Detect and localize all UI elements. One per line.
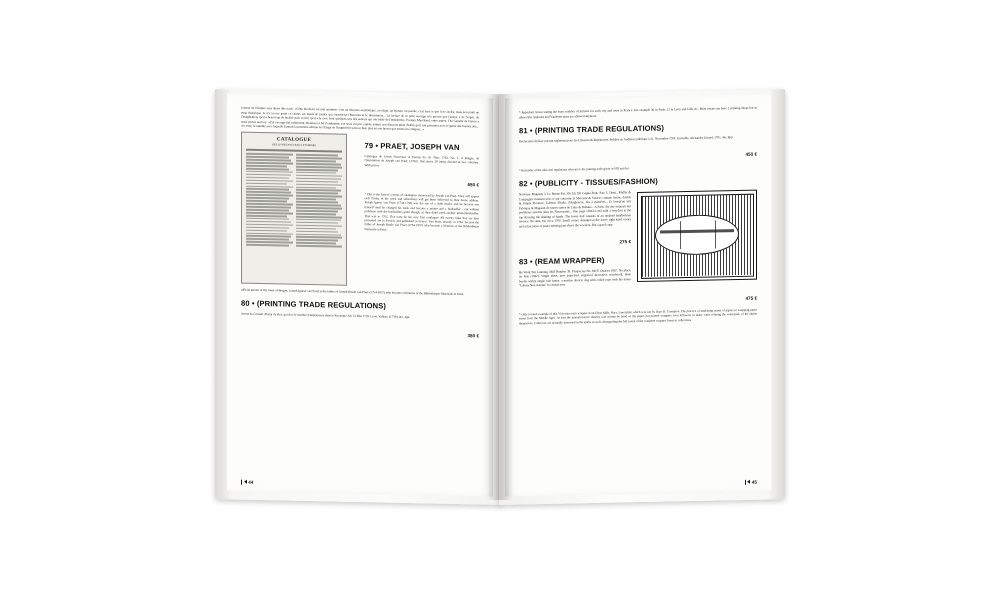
catalogue-columns <box>242 153 346 249</box>
folio-right-number: 45 <box>751 479 757 485</box>
entry-price-83: 475 € <box>745 295 757 301</box>
entry-description-81: Déclaration du Roy portant réglement pour les Libraires & Imprimeurs. Publiée en Audience publique à 21. Novembre 1700. Grenoble, Alexandre Giroud, 1701, 4to, 8pp. <box>519 135 734 144</box>
entry-description-83: By Work Not Cunning. Mill Number 39. Prospectus No. 8415! Quarter 1867. No place, no date (1867). Single sheet, now paperised, engraved decorative woodwork, linen border within single rule frame, a mortise device/ dog with coiled rope with the motto "Labore Non Astutia" in central area. <box>519 267 631 288</box>
entry-caption-tail-79: official printer of the town of Bruges, Joseph Igneur van Praet is the father of Joseph Basile van Praet (1754-1837) who became a librarian at the Bibliothèque Nationale in Paris. <box>241 287 464 296</box>
page-marker-right-arrow-icon <box>747 480 750 484</box>
left-entry-79 <box>241 131 479 292</box>
left-text-column <box>365 134 480 292</box>
page-marker-left-arrow-icon <box>244 480 247 484</box>
entry-description-82: Nouveau Magasin, à La Bonne-Foi, Où Un Dit Gagne-Petit, Part 5, Desti., Muller & Compagnie tiennent tout ce qui concerne la Mercerie & Soierie, comme Satins, double & simple Florence, Taffetas d'Italie, d'Angleterre, des à manières... Et lorsqu'on suit Fabrique & Magasin de toutes sortes de Cuirs & Rubans... A Paris. By one toujours des premières assortis dans les Nouveautés... One page 118x24 cm) with a woodcut at the top showing the shaking of hands. The lower half consists of an undated handwritten invoice. No date, but circa 1700. Small corner damaged at the lower right hand corner and a tiny piece of paper missing just above the woodcut. But a good copy. <box>519 190 631 229</box>
entry-note-83: * Only located example of this Victorian ream wrapper from Elton Mills, Bury, Lancashire which was run by Isaac R. Crompton. The practice of marketing reams of papers in wrapping paper stems from the Middle Ages. At first the manufacturer's identity was written by hand on the paper, but printed wrappers soon followed, in many cases echoing the watermark of the sheets themselves. Collectors are normally interested in the marks as such, disregarding the full extent of the complete wrapper. Items in collections <box>519 307 757 326</box>
folio-left-number: 44 <box>248 479 254 485</box>
right-page <box>505 93 771 496</box>
entry-heading-79: 79 • PRAET, JOSEPH VAN <box>364 140 460 152</box>
page-marker-right-icon <box>745 480 746 485</box>
entry-heading-82: 82 • (PUBLICITY - TISSUES/FASHION) <box>519 176 658 189</box>
left-page <box>227 93 493 496</box>
entry-note-79: * This is the first of a series of catalogues announced by Joseph van Praet. They will appear each Friday of the week and subscribers will get them delivered to their home address. Joseph Igneur van Praet (1734-1792) was the son of a cloth dealer, and he became one himself until he changed his trade and became a printer and a bookseller - not without problems with the booksellers guild though, as they didn't need another printer/bookseller. That was in 1762. This must be his very first catalogue! All twenty titles that are here presented are in French, and published in France. Van Praet, already in 1762, became the father of Joseph Basile van Praet (1754-1837) who became a librarian at the Bibliothèque Nationale in Paris. <box>364 191 479 232</box>
entry-price-82: 275 € <box>619 238 631 244</box>
open-book <box>215 70 785 510</box>
entry-price-80: 380 € <box>467 333 479 339</box>
entry-description-79: Catalogue de Livres Nouveaux et Permis du 10. Thor. 1762. No. 1. A Bruges, de l'imprimerie de Joseph van Praet, (1762). One sheet, 30 items divided in two columns. With prices. <box>364 153 479 168</box>
catalogue-broadside-facsimile <box>241 131 347 285</box>
entry-note-81: * Reminder of the rules and regulations relevant to the printing trade given in VIII articles. <box>519 165 630 173</box>
entry-heading-80: 80 • (PRINTING TRADE REGULATIONS) <box>241 298 387 311</box>
entry-description-80: Arrest du Conseil d'Estat du Roy, qui fixe le nombre d'imprimeurs dans le Royaume. Du 31 Mai 1739. Lyon, Valfray, (1739), 4to, 4pp. <box>241 311 411 320</box>
folio-right <box>745 479 757 484</box>
entry-price-81: 450 € <box>745 151 757 157</box>
entry-heading-81: 81 • (PRINTING TRADE REGULATIONS) <box>519 123 665 136</box>
page-marker-left-icon <box>241 479 242 484</box>
entry-heading-83: 83 • (REAM WRAPPER) <box>519 255 605 266</box>
clasped-hands-woodcut <box>637 190 757 282</box>
left-figure-column <box>241 131 356 289</box>
folio-left <box>241 479 253 484</box>
left-top-paragraph: Journal de l'Empire says about this work: «Cette brochure est mal nommée: c'est un discours académique, un éloge, un hymne, un poème, c'est tout ce que l'on voudra; mais non point un essai historique. Je n'y trouve point ce calme, cet esprit de justice qui caractérise l'historien et le dissertateur... La lecture de ce petit ouvrage m'a prouvé que l'auteur a de l'esprit, de l'imagination, qu'il a beaucoup de facilité pour écrire; qu'il a lu avec fruit quelques-uns des auteurs qui ont traité de l'imprimerie, Prosper Marchand, entre autres. The Gazette de France a aussi portée aud ury: «Cet ouvrage fait infiniment d'honneur à M. Porthmann; son style est pur, rapide, animé; son discours plein d'idées qu'il sait présenter avec le génie des bonnes arts... Au reste, la rapidité avec laquelle il paraît la première édition de l'Éloge de l'Imprimerie prouve bien plus en son faveur que toutes les critiques...» <box>241 105 479 132</box>
right-top-paragraph: * Important Arrest stating the exact number of printers for each city and town in France. For example 36 in Paris, 12 in Lyon and Lille etc. Most towns can have 2 printing shops but in others like Amboise and Vaudeuse none are allowed anymore. <box>519 105 757 119</box>
catalogue-figure-title: CATALOGUE <box>276 137 312 143</box>
entry-price-79: 650 € <box>467 181 479 187</box>
catalogue-figure-subtitle: DES LIVRES NOUVEAUX ET PERMIS <box>272 143 316 147</box>
